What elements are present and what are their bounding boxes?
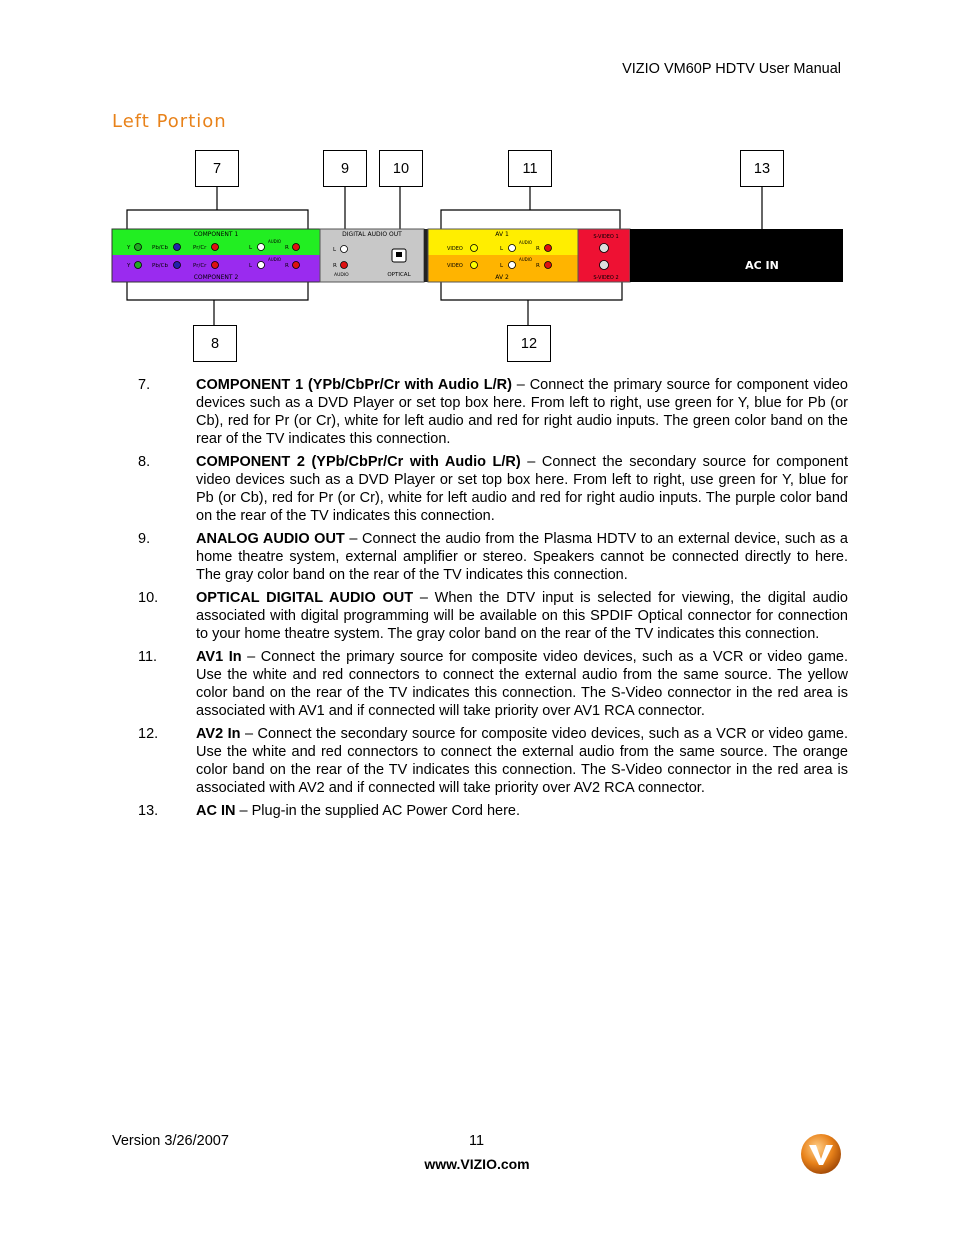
component2-label: COMPONENT 2 [193, 274, 239, 281]
av-section [424, 229, 578, 282]
list-item [138, 376, 848, 448]
item-title: COMPONENT 1 (YPb/CbPr/Cr with Audio L/R) [196, 377, 512, 393]
item-number: 8. [138, 454, 151, 470]
item-text: – Plug-in the supplied AC Power Cord here. [235, 803, 521, 819]
item-number: 9. [138, 531, 151, 547]
pbcb-label-2: Pb/Cb [152, 263, 168, 269]
item-list [138, 376, 848, 825]
callout-12: 12 [507, 325, 551, 362]
l-label-2: L [249, 263, 253, 269]
av2-video-label: VIDEO [447, 263, 463, 269]
item-text: – Connect the primary source for component video devices such as a DVD Player or set top box here. From left to right, use green for Y, blue for Pb (or Cb), red for Pr (or Cr), white for left audio and red for right audio inputs. The green color band on the rear of the TV indicates this connection. [196, 377, 848, 447]
analog-l-label: L [333, 247, 337, 253]
list-item [138, 648, 848, 720]
prcr-label-1: Pr/Cr [193, 245, 207, 251]
component-section [112, 229, 320, 282]
digital-audio-out-label: DIGITAL AUDIO OUT [342, 231, 402, 238]
item-number: 7. [138, 377, 151, 393]
item-text: – Connect the secondary source for composite video devices, such as a VCR or video game. Use the white and red connectors to connect the external audio from the same source. The orange color band on the rear of the TV indicates this connection. The S-Video connector in the red area is associated with AV2 and if connected will take priority over AV2 RCA connector. [196, 726, 849, 796]
item-text: – When the DTV input is selected for viewing, the digital audio associated with digital programming will be available on this SPDIF Optical connector for connection to your home theatre system. The gray color band on the rear of the TV indicates this connection. [196, 590, 848, 642]
svideo2-label: S-VIDEO 2 [593, 275, 619, 281]
acin-label: AC IN [745, 259, 779, 272]
prcr-label-2: Pr/Cr [193, 263, 207, 269]
component1-label: COMPONENT 1 [193, 231, 239, 238]
callout-8: 8 [193, 325, 237, 362]
optical-label: OPTICAL [387, 272, 411, 278]
pbcb-label-1: Pb/Cb [152, 245, 168, 251]
item-text: – Connect the primary source for composite video devices, such as a VCR or video game. Use the white and red connectors to connect the external audio from the same source. The yellow color band on the rear of the TV indicates this connection. The S-Video connector in the red area is associated with AV1 and if connected will take priority over AV1 RCA connector. [196, 649, 849, 719]
callout-9: 9 [323, 150, 367, 187]
r-label-1: R [285, 245, 289, 251]
av2-l-label: L [500, 263, 504, 269]
l-label-1: L [249, 245, 253, 251]
av2-label: AV 2 [495, 274, 509, 281]
audio-label-1: AUDIO [268, 239, 282, 244]
item-title: AV2 In [196, 726, 241, 742]
item-number: 12. [138, 726, 159, 742]
list-item [138, 453, 848, 525]
header-title: VIZIO VM60P HDTV User Manual [622, 61, 841, 77]
item-text: – Connect the secondary source for component video devices such as a DVD Player or set top box here. From left to right, use green for Y, blue for Pb (or Cb), red for Pr (or Cr), white for left audio and red for right audio inputs. The purple color band on the rear of the TV indicates this connection. [196, 454, 849, 524]
callout-13: 13 [740, 150, 784, 187]
callout-10: 10 [379, 150, 423, 187]
analog-audio-label: AUDIO [334, 273, 349, 278]
av1-video-label: VIDEO [447, 246, 463, 252]
section-title: Left Portion [112, 111, 227, 132]
list-item [138, 725, 848, 797]
acin-section [630, 229, 843, 282]
item-title: AC IN [196, 803, 236, 819]
av2-r-label: R [536, 263, 540, 269]
svideo1-label: S-VIDEO 1 [593, 234, 619, 240]
digital-audio-section [320, 229, 424, 282]
footer-url: www.VIZIO.com [424, 1156, 530, 1172]
y-label-2: Y [127, 263, 131, 269]
audio-label-2: AUDIO [268, 257, 282, 262]
list-item [138, 530, 848, 584]
item-number: 13. [138, 803, 159, 819]
av1-label: AV 1 [495, 231, 509, 238]
callout-7: 7 [195, 150, 239, 187]
connector-panel-diagram [0, 0, 954, 370]
item-title: AV1 In [196, 649, 242, 665]
av1-audio-label: AUDIO [519, 240, 533, 245]
item-text: – Connect the audio from the Plasma HDTV to an external device, such as a home theatre system, external amplifier or stereo. Speakers cannot be connected directly to here. The gray color band on the rear of the TV indicates this connection. [196, 531, 848, 583]
page-number: 11 [469, 1133, 485, 1149]
item-number: 10. [138, 590, 159, 606]
callout-11: 11 [508, 150, 552, 187]
av2-audio-label: AUDIO [519, 257, 533, 262]
item-title: ANALOG AUDIO OUT [196, 531, 345, 547]
item-title: COMPONENT 2 (YPb/CbPr/Cr with Audio L/R) [196, 454, 521, 470]
svideo-section [578, 229, 630, 282]
list-item [138, 802, 848, 820]
vizio-logo-icon [800, 1133, 842, 1175]
analog-r-label: R [333, 263, 337, 269]
av1-l-label: L [500, 246, 504, 252]
r-label-2: R [285, 263, 289, 269]
list-item [138, 589, 848, 643]
item-title: OPTICAL DIGITAL AUDIO OUT [196, 590, 414, 606]
item-number: 11. [138, 649, 158, 665]
av1-r-label: R [536, 246, 540, 252]
y-label-1: Y [127, 245, 131, 251]
footer-version: Version 3/26/2007 [112, 1133, 229, 1149]
